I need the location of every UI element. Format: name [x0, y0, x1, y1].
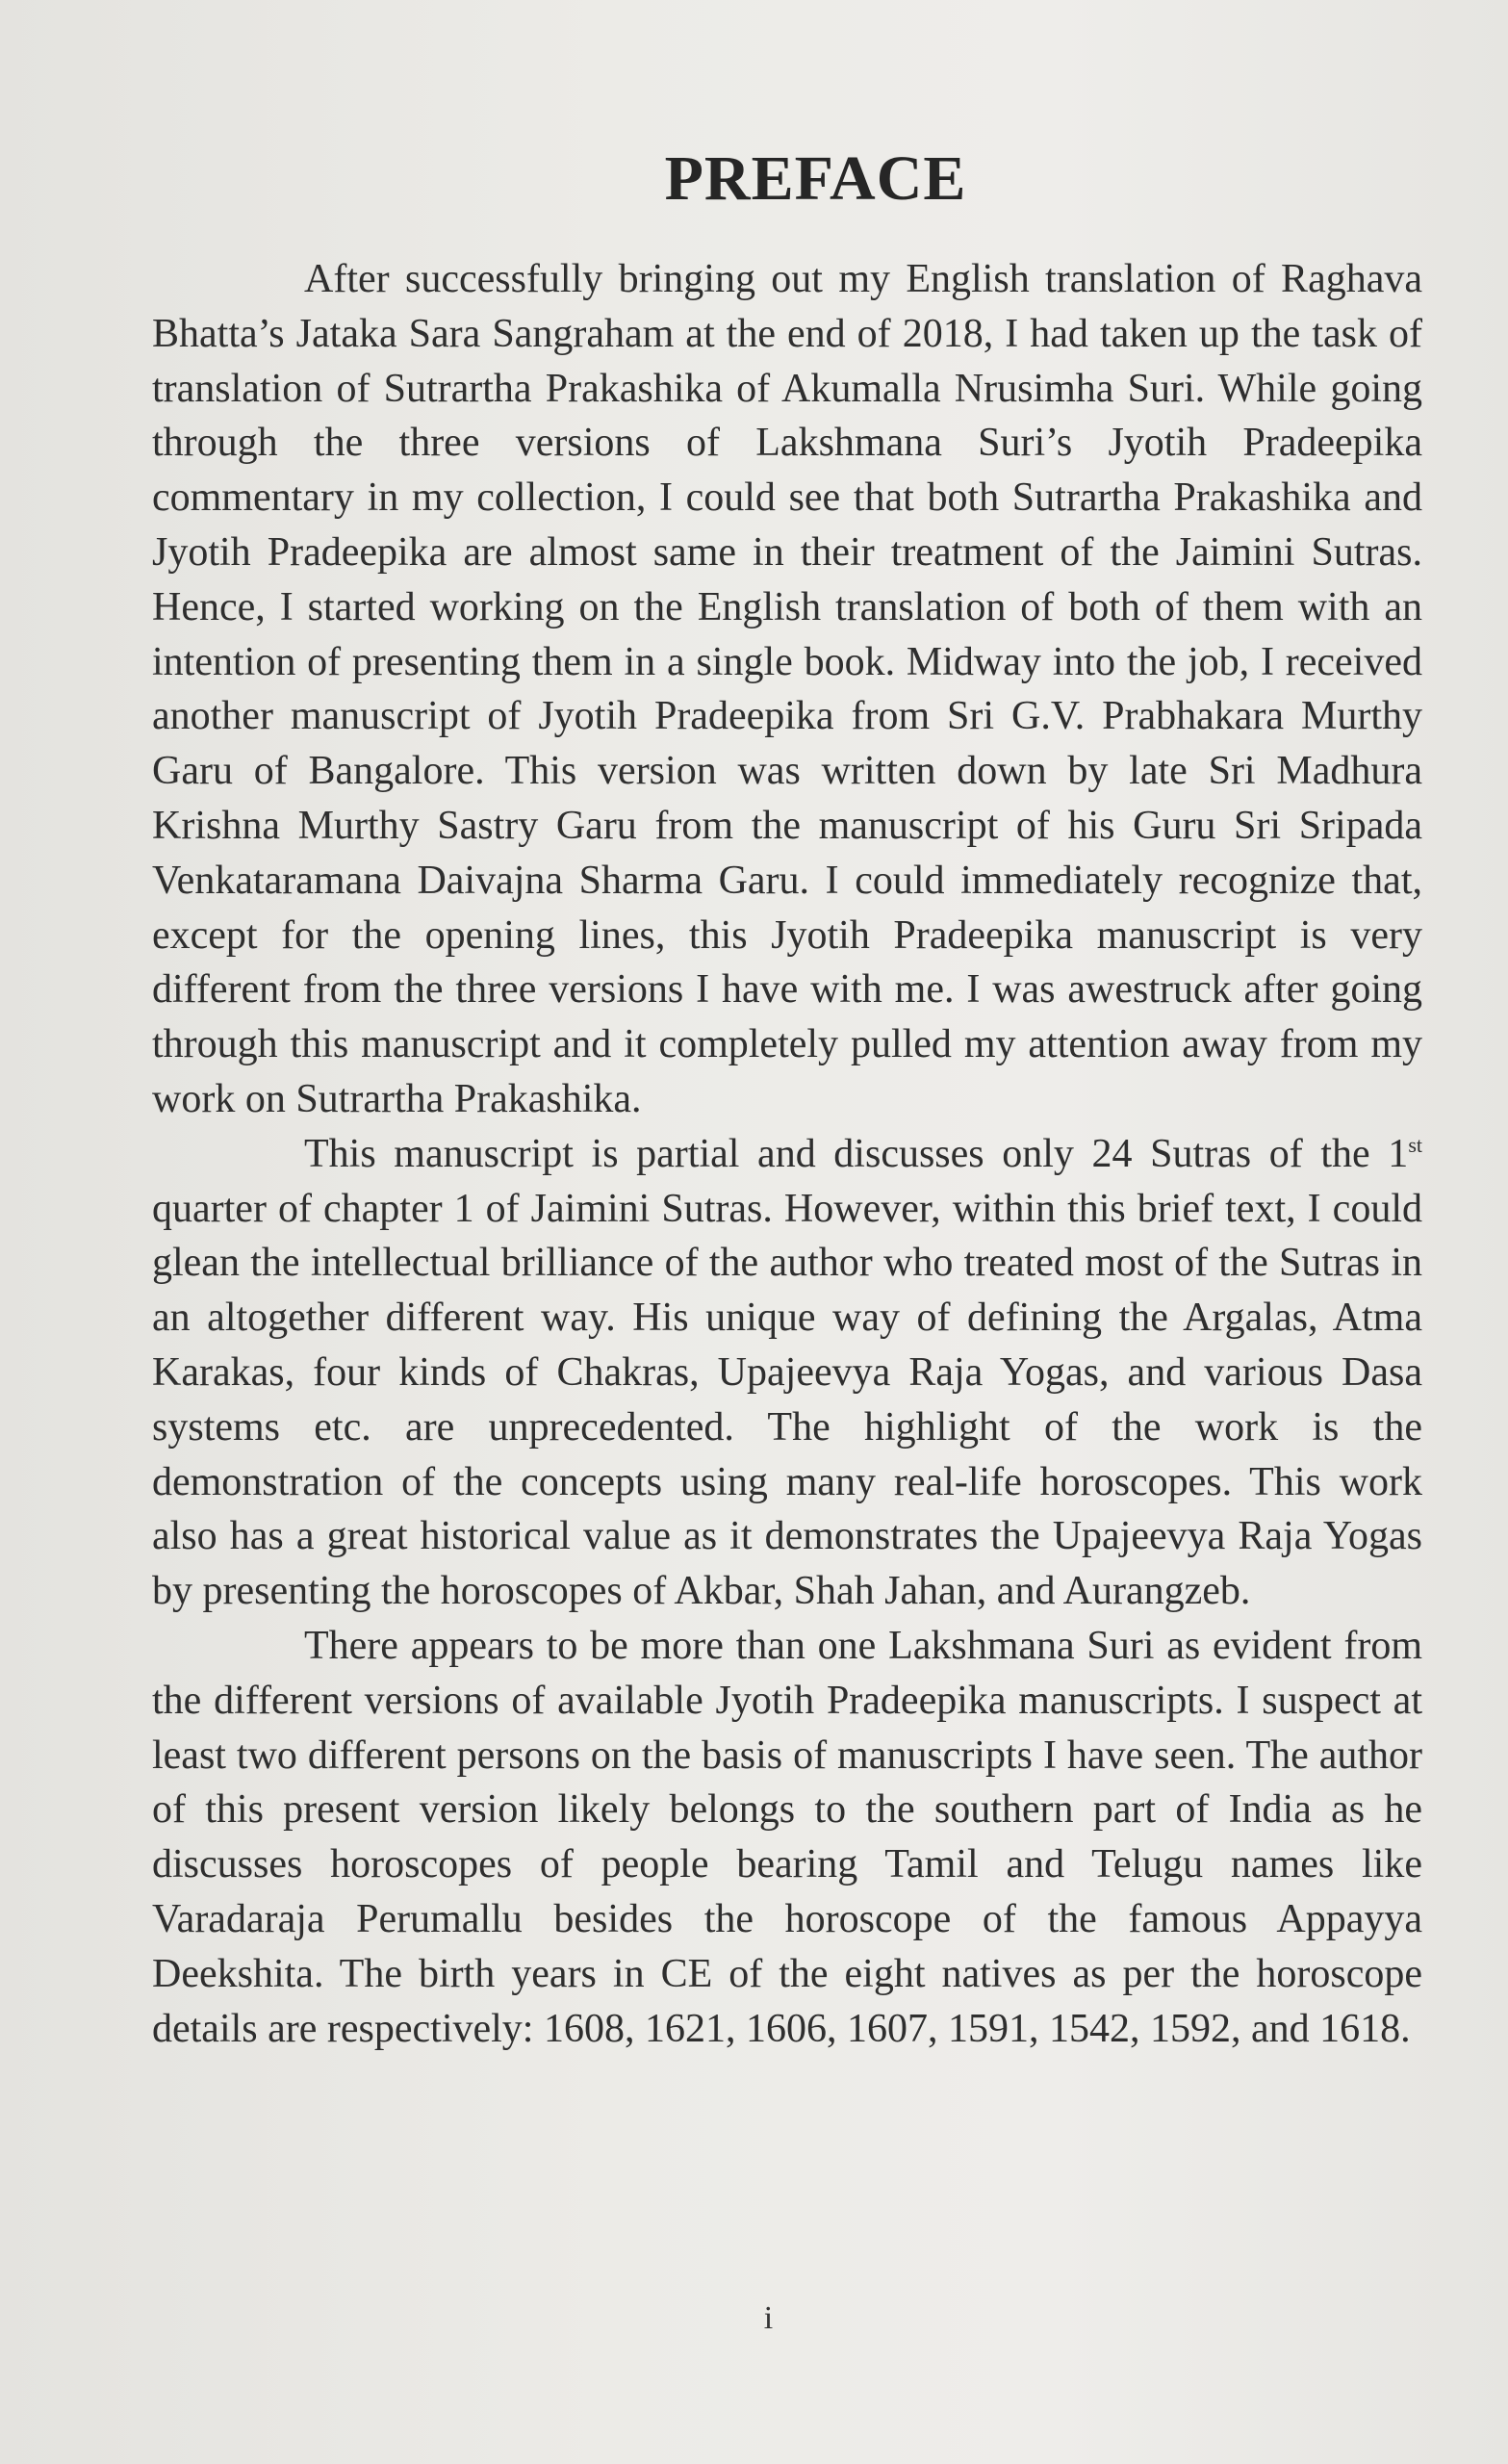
page-title: PREFACE	[664, 143, 967, 214]
page-number: i	[763, 2300, 774, 2336]
preface-body	[152, 252, 1422, 2056]
paragraph-2-rest: quarter of chapter 1 of Jaimini Sutras. However, within this brief text, I could glean the intellectual brilliance of the author who treated most of the Sutras in an altogether different way. His unique way of defining the Argalas, Atma Karakas, four kinds of Chakras, Upajeevya Raja Yogas, and various Dasa systems etc. are unprecedented. The highlight of the work is the demonstration of the concepts using many real-life horoscopes. This work also has a great historical value as it demonstrates the Upajeevya Raja Yogas by presenting the horoscopes of Akbar, Shah Jahan, and Aurangzeb.	[152, 1186, 1422, 1614]
paragraph-2-start: This manuscript is partial and discusses only 24 Sutras of the 1	[304, 1131, 1409, 1176]
ordinal-superscript: st	[1408, 1132, 1422, 1157]
paragraph-3: There appears to be more than one Lakshmana Suri as evident from the different versions of available Jyotih Pradeepika manuscripts. I suspect at least two different persons on the basis of manuscripts I have seen. The author of this present version likely belongs to the southern part of India as he discusses horoscopes of people bearing Tamil and Telugu names like Varadaraja Perumallu besides the horoscope of the famous Appayya Deekshita. The birth years in CE of the eight natives as per the horoscope details are respectively: 1608, 1621, 1606, 1607, 1591, 1542, 1592, and 1618.	[152, 1623, 1422, 2051]
paragraph-2	[152, 1127, 1422, 1619]
paragraph-1: After successfully bringing out my English translation of Raghava Bhatta’s Jataka Sara Sangraham at the end of 2018, I had taken up the task of translation of Sutrartha Prakashika of Akumalla Nrusimha Suri. While going through the three versions of Lakshmana Suri’s Jyotih Pradeepika commentary in my collection, I could see that both Sutrartha Prakashika and Jyotih Pradeepika are almost same in their treatment of the Jaimini Sutras. Hence, I started working on the English translation of both of them with an intention of presenting them in a single book. Midway into the job, I received another manuscript of Jyotih Pradeepika from Sri G.V. Prabhakara Murthy Garu of Bangalore. This version was written down by late Sri Madhura Krishna Murthy Sastry Garu from the manuscript of his Guru Sri Sripada Venkataramana Daivajna Sharma Garu. I could immediately recognize that, except for the opening lines, this Jyotih Pradeepika manuscript is very different from the three versions I have with me. I was awestruck after going through this manuscript and it completely pulled my attention away from my work on Sutrartha Prakashika.	[152, 257, 1422, 1121]
